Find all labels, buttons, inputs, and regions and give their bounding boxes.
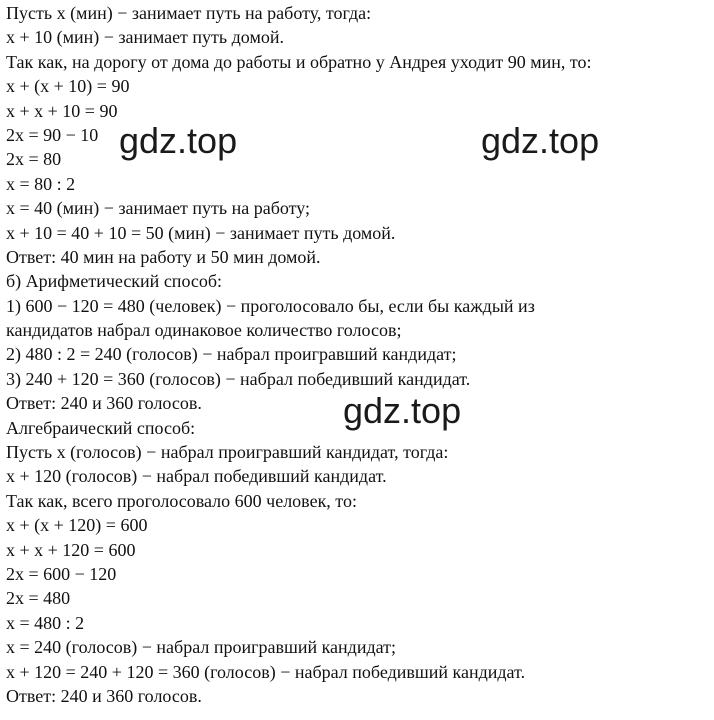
text-line: x + x + 10 = 90 xyxy=(6,100,118,121)
text-line: Так как, всего проголосовало 600 человек, то: xyxy=(6,490,357,511)
text-line: 1) 600 − 120 = 480 (человек) − проголосовало бы, если бы каждый из xyxy=(6,295,535,316)
text-line: 2x = 90 − 10 xyxy=(6,124,99,145)
section-heading: б) Арифметический способ: xyxy=(6,271,223,292)
text-line: x + 10 (мин) − занимает путь домой. xyxy=(6,27,284,48)
section-heading: Алгебраический способ: xyxy=(6,417,196,438)
text-line: x = 80 : 2 xyxy=(6,173,76,194)
text-line: 2x = 600 − 120 xyxy=(6,563,117,584)
watermark: gdz.top xyxy=(481,120,600,161)
text-line: 2x = 480 xyxy=(6,588,71,609)
text-line: 2) 480 : 2 = 240 (голосов) − набрал проигравший кандидат; xyxy=(6,344,457,365)
text-line: 3) 240 + 120 = 360 (голосов) − набрал победивший кандидат. xyxy=(6,368,471,389)
text-line: Пусть x (мин) − занимает путь на работу, тогда: xyxy=(6,3,372,23)
answer-line: Ответ: 240 и 360 голосов. xyxy=(6,685,202,706)
watermark: gdz.top xyxy=(343,390,462,431)
text-line: x + 10 = 40 + 10 = 50 (мин) − занимает путь домой. xyxy=(6,222,396,243)
text-line: x + (x + 10) = 90 xyxy=(6,76,130,97)
text-line: Так как, на дорогу от дома до работы и обратно у Андрея уходит 90 мин, то: xyxy=(6,51,592,72)
text-line: x = 240 (голосов) − набрал проигравший кандидат; xyxy=(6,637,397,658)
text-line: x = 40 (мин) − занимает путь на работу; xyxy=(6,198,311,219)
text-line: 2x = 80 xyxy=(6,149,62,170)
watermark: gdz.top xyxy=(119,120,238,161)
text-line: кандидатов набрал одинаковое количество голосов; xyxy=(6,320,402,341)
text-line: Пусть x (голосов) − набрал проигравший кандидат, тогда: xyxy=(6,442,449,463)
answer-line: Ответ: 240 и 360 голосов. xyxy=(6,393,202,414)
text-line: x + 120 (голосов) − набрал победивший кандидат. xyxy=(6,466,387,487)
text-line: x = 480 : 2 xyxy=(6,612,85,633)
solution-text xyxy=(6,1,712,708)
text-line: x + (x + 120) = 600 xyxy=(6,515,148,536)
text-line: x + x + 120 = 600 xyxy=(6,539,136,560)
answer-line: Ответ: 40 мин на работу и 50 мин домой. xyxy=(6,246,321,267)
text-line: x + 120 = 240 + 120 = 360 (голосов) − набрал победивший кандидат. xyxy=(6,661,526,682)
